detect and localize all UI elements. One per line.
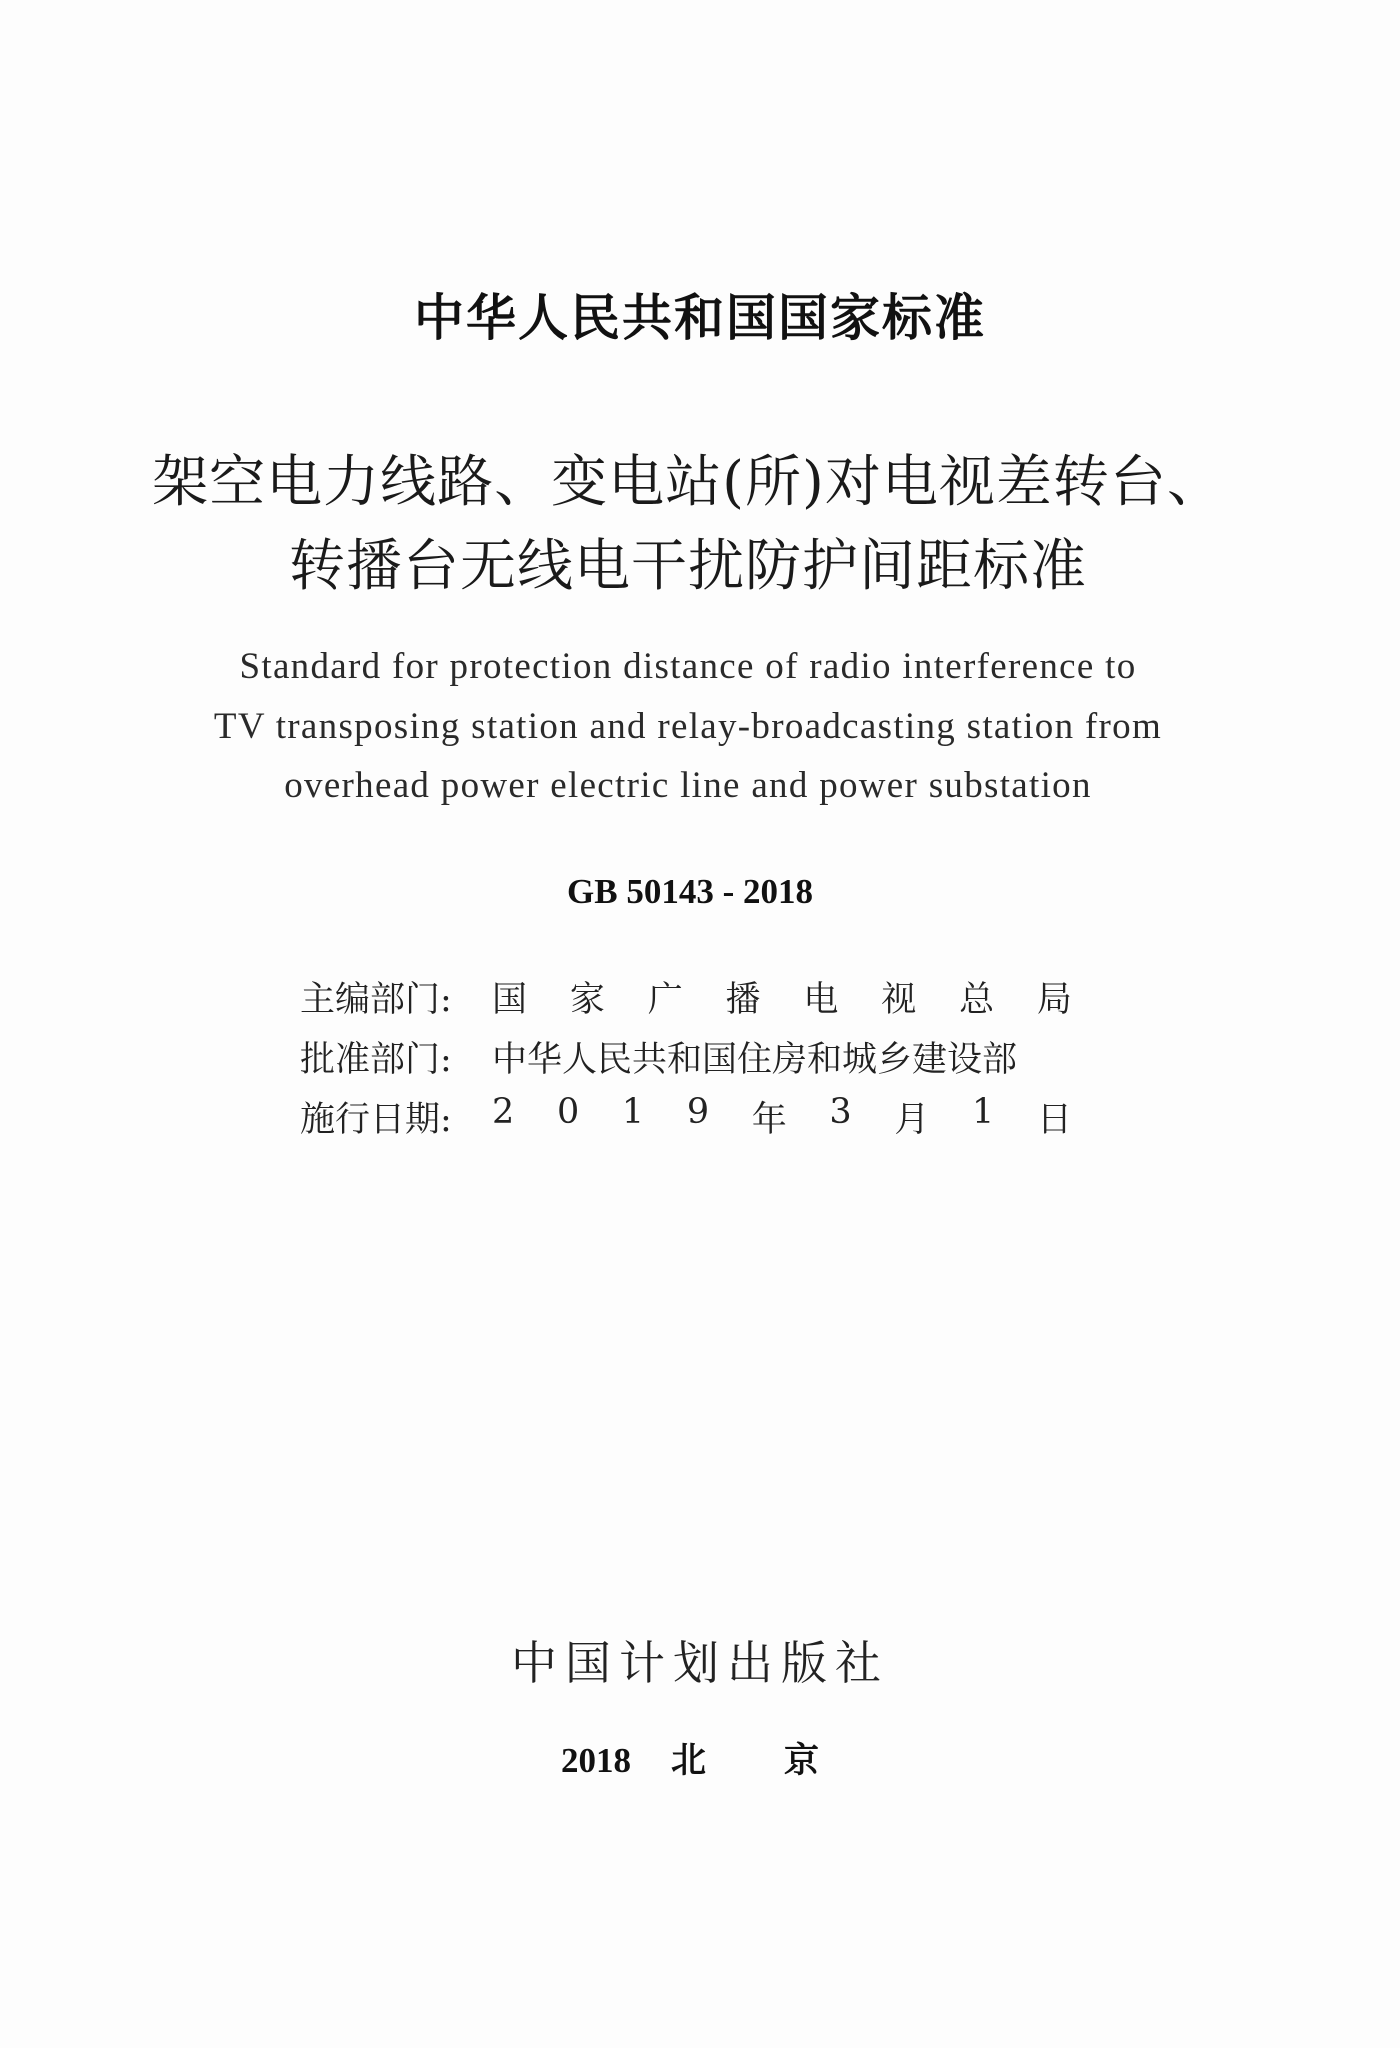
standard-code: GB 50143 - 2018 [567, 872, 813, 911]
editor-char: 广 [647, 980, 683, 1020]
editor-char: 播 [725, 980, 761, 1020]
title-en-line-1: Standard for protection distance of radio interference to [239, 646, 1137, 687]
effective-date-row [300, 1092, 1100, 1142]
editor-char: 国 [492, 980, 528, 1020]
editor-char: 家 [569, 980, 605, 1020]
effective-date-value [492, 1092, 1072, 1142]
approver-label: 批准部门: [300, 1040, 452, 1080]
date-char: 1 [621, 1092, 645, 1132]
publication-year: 2018 [560, 1741, 631, 1780]
title-cn-line-1: 架空电力线路、变电站(所)对电视差转台、 [152, 450, 1224, 515]
editor-row [300, 972, 1100, 1022]
editor-char: 总 [959, 980, 995, 1020]
date-char: 年 [751, 1100, 787, 1140]
editor-char: 视 [881, 980, 917, 1020]
effective-date-label: 施行日期: [300, 1100, 452, 1140]
publication-city-char: 京 [784, 1741, 820, 1780]
date-char: 0 [556, 1092, 580, 1132]
title-cn-line-2: 转播台无线电干扰防护间距标准 [289, 534, 1087, 599]
publisher-name: 中国计划出版社 [511, 1636, 889, 1690]
approver-value: 中华人民共和国住房和城乡建设部 [492, 1040, 1018, 1080]
title-en-line-2: TV transposing station and relay-broadcasting station from [213, 706, 1163, 747]
date-char: 月 [894, 1100, 930, 1140]
date-char: 1 [972, 1092, 995, 1132]
editor-label: 主编部门: [300, 980, 452, 1020]
date-char: 9 [686, 1092, 710, 1132]
publication-place [0, 1733, 1390, 1783]
publication-city-char: 北 [670, 1741, 706, 1780]
editor-char: 局 [1036, 980, 1072, 1020]
date-char: 3 [829, 1092, 852, 1132]
date-char: 日 [1036, 1100, 1072, 1140]
date-char: 2 [492, 1092, 515, 1132]
approver-row [300, 1032, 1100, 1082]
national-standard-heading: 中华人民共和国国家标准 [414, 289, 986, 347]
editor-value [492, 972, 1072, 1022]
editor-char: 电 [803, 980, 839, 1020]
title-en-line-3: overhead power electric line and power substation [284, 765, 1092, 806]
